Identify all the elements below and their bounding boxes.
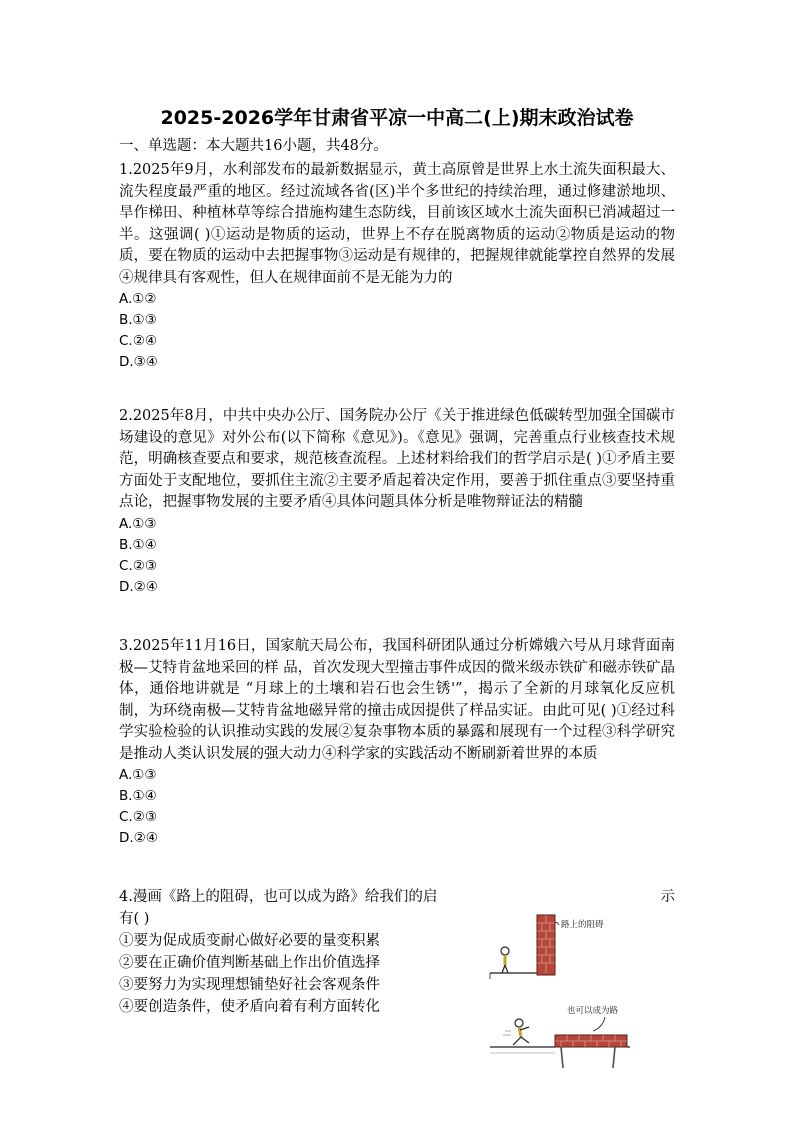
- question-4-statements: [119, 930, 380, 1018]
- option-b: B.①④: [119, 536, 157, 553]
- option-d: D.②④: [119, 830, 158, 846]
- option-b: B.①③: [119, 312, 157, 328]
- section-heading: 一、单选题：本大题共16小题，共48分。: [119, 138, 388, 154]
- cartoon-panel-top: [490, 915, 604, 979]
- question-stem: 3.2025年11月16日，国家航天局公布，我国科研团队通过分析嫦娥六号从月球背面南极—艾特肯盆地采回的样 品，首次发现大型撞击事件成因的微米级赤铁矿和磁赤铁矿晶体，通俗地讲就是 “月球上的土壤和岩石也会生锈'”，揭示了全新的月球氧化反应机制，为环绕南极—艾特肯盆地磁异常的撞击成因提供了样品实证。由此可见( )①经过科学实验检验的认识推动实践的发展②复杂事物本质的暴露和展现有一个过程③科学研究是推动人类认识发展的强大动力④科学家的实践活动不断刷新着世界的本质: [119, 638, 675, 762]
- option-c: C.②③: [119, 809, 157, 825]
- option-c: C.②③: [119, 557, 157, 574]
- page-title: 2025-2026学年甘肃省平凉一中高二(上)期末政治试卷: [160, 107, 634, 129]
- option-a: A.①②: [119, 291, 157, 307]
- statement-3: ③要努力为实现理想铺垫好社会客观条件: [119, 977, 380, 993]
- question-stem-head: 4.漫画《路上的阻碍，也可以成为路》给我们的启: [119, 889, 438, 905]
- question-stem-tail: 示: [660, 889, 675, 905]
- question-stem: 1.2025年9月，水利部发布的最新数据显示，黄土高原曾是世界上水土流失面积最大、流失程度最严重的地区。经过流域各省(区)半个多世纪的持续治理，通过修建淤地坝、旱作梯田、种植林草等综合措施构建生态防线，目前该区域水土流失面积已消减超过一半。这强调( )①运动是物质的运动，世界上不存在脱离物质的运动②物质是运动的物质，要在物质的运动中去把握事物③运动是有规律的，把握规律就能掌控自然界的发展④规律具有客观性，但人在规律面前不是无能为力的: [119, 162, 675, 286]
- option-d: D.②④: [119, 578, 158, 595]
- question-3: [119, 636, 675, 849]
- statement-2: ②要在正确价值判断基础上作出价值选择: [119, 955, 380, 971]
- question-stem-line2: 有( ): [119, 911, 150, 927]
- option-a: A.①③: [119, 767, 157, 783]
- question-1: [119, 160, 675, 373]
- cartoon-label-bottom: 也可以成为路: [567, 1006, 619, 1016]
- statement-1: ①要为促成质变耐心做好必要的量变积累: [119, 933, 380, 949]
- statement-4: ④要创造条件，使矛盾向着有利方面转化: [119, 999, 380, 1015]
- option-c: C.②④: [119, 333, 157, 349]
- question-2: [119, 406, 675, 598]
- cartoon-panel-bottom: [490, 1005, 630, 1068]
- cartoon-illustration: [485, 905, 685, 1070]
- option-b: B.①④: [119, 788, 157, 804]
- cartoon-label-top: 路上的阻碍: [561, 920, 604, 930]
- question-stem: 2.2025年8月，中共中央办公厅、国务院办公厅《关于推进绿色低碳转型加强全国碳市场建设的意见》对外公布(以下简称《意见》)。《意见》强调，完善重点行业核查技术规范，明确核查要点和要求，规范核查流程。上述材料给我们的哲学启示是( )①矛盾主要方面处于支配地位，要抓住主流②主要矛盾起着决定作用，要善于抓住重点③要坚持重点论，把握事物发展的主要矛盾④具体问题具体分析是唯物辩证法的精髓: [119, 408, 675, 510]
- option-d: D.③④: [119, 354, 158, 370]
- option-a: A.①③: [119, 515, 157, 532]
